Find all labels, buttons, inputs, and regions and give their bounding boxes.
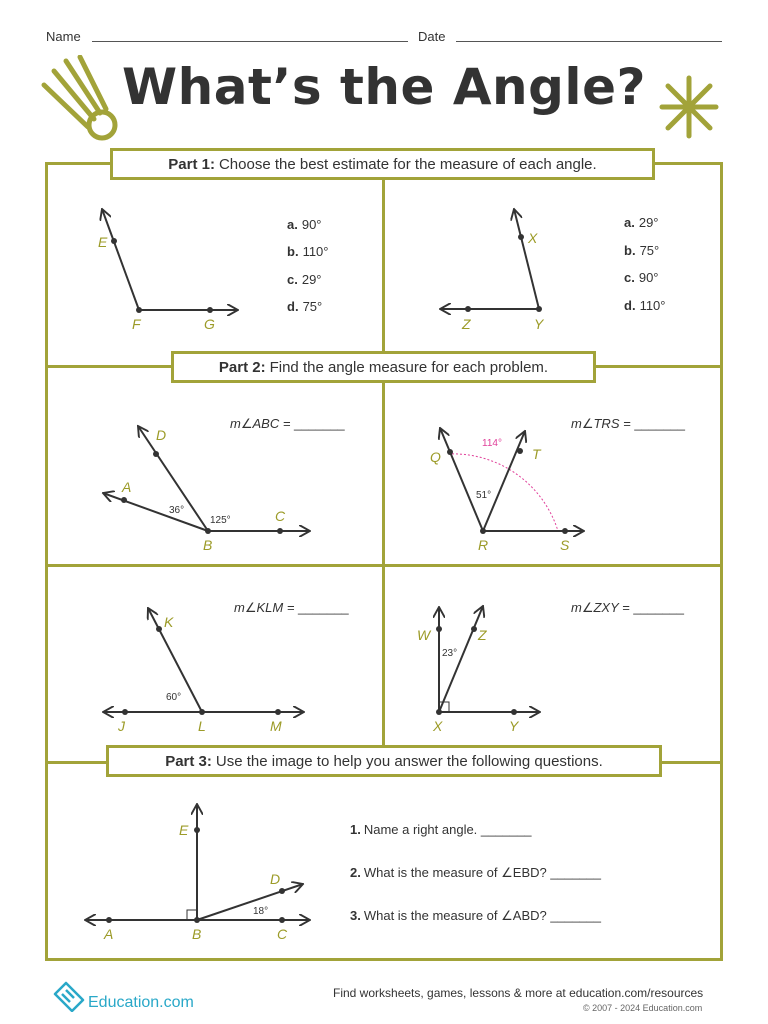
angle-label: 125° (210, 515, 231, 526)
point-label: A (104, 926, 114, 942)
answer-blank[interactable]: _______ (294, 416, 345, 431)
divider (382, 162, 385, 764)
point-label: K (164, 614, 174, 630)
point-label: C (277, 926, 288, 942)
copyright-text: © 2007 - 2024 Education.com (583, 1003, 703, 1013)
education-logo-text[interactable]: Education.com (88, 994, 194, 1011)
angle-xyz-diagram (386, 190, 716, 360)
date-label: Date (418, 29, 446, 44)
part1-instructions: Choose the best estimate for the measure of each angle. (218, 155, 597, 173)
point-label: T (532, 446, 541, 462)
point-label: B (192, 926, 202, 942)
point-label: W (417, 627, 431, 643)
part3-instructions: Use the image to help you answer the following questions. (215, 752, 603, 770)
part2-label: Part 2: (218, 358, 266, 376)
angle-label: 23° (442, 648, 458, 659)
question-item: 3. What is the measure of ∠ABD? _______ (350, 908, 601, 923)
problem-prompt: m∠KLM = _______ (234, 600, 349, 615)
point-label: F (132, 316, 141, 332)
problem-prompt: m∠ABC = _______ (230, 416, 345, 431)
angle-label: 36° (169, 505, 185, 516)
point-label: X (528, 230, 538, 246)
choice-item[interactable]: b. 75° (624, 243, 660, 258)
answer-blank[interactable]: _______ (634, 416, 685, 431)
name-field-line[interactable] (92, 41, 408, 42)
angle-efg-diagram (48, 190, 378, 360)
part1-label: Part 1: (168, 155, 215, 173)
point-label: R (478, 537, 489, 553)
choice-item[interactable]: a. 90° (287, 217, 322, 232)
answer-blank[interactable]: _______ (480, 822, 532, 837)
point-label: B (203, 537, 213, 553)
point-label: X (433, 718, 443, 734)
choice-item[interactable]: d. 75° (287, 299, 323, 314)
angle-label: 114° (482, 438, 502, 449)
answer-blank[interactable]: _______ (633, 600, 684, 615)
angle-trs-diagram (386, 385, 718, 560)
part3-angle-diagram (60, 790, 340, 955)
answer-blank[interactable]: _______ (298, 600, 349, 615)
choice-item[interactable]: d. 110° (624, 298, 666, 313)
choice-item[interactable]: b. 110° (287, 244, 329, 259)
point-label: C (275, 508, 286, 524)
point-label: Y (509, 718, 519, 734)
point-label: D (270, 871, 281, 887)
part1-banner (110, 148, 655, 180)
point-label: D (156, 427, 167, 443)
question-item: 2. What is the measure of ∠EBD? _______ (350, 865, 601, 880)
part2-instructions: Find the angle measure for each problem. (269, 358, 549, 376)
angle-label: 60° (166, 692, 182, 703)
question-item: 1. Name a right angle. _______ (350, 822, 532, 837)
point-label: J (118, 718, 125, 734)
point-label: M (270, 718, 282, 734)
point-label: Q (430, 449, 441, 465)
point-label: S (560, 537, 570, 553)
name-label: Name (46, 29, 81, 44)
page-title: What’s the Angle? (121, 58, 646, 116)
angle-abc-diagram (48, 385, 380, 560)
point-label: E (98, 234, 108, 250)
point-label: G (204, 316, 215, 332)
part3-label: Part 3: (165, 752, 212, 770)
answer-blank[interactable]: _______ (550, 908, 601, 923)
point-label: E (179, 822, 189, 838)
answer-blank[interactable]: _______ (550, 865, 601, 880)
point-label: A (122, 479, 132, 495)
choice-item[interactable]: a. 29° (624, 215, 659, 230)
point-label: L (198, 718, 206, 734)
angle-label: 51° (476, 490, 492, 501)
choice-item[interactable]: c. 90° (624, 270, 659, 285)
point-label: Z (462, 316, 471, 332)
point-label: Y (534, 316, 544, 332)
education-logo-icon (52, 980, 86, 1012)
angle-label: 18° (253, 906, 269, 917)
problem-prompt: m∠TRS = _______ (571, 416, 685, 431)
date-field-line[interactable] (456, 41, 722, 42)
choice-item[interactable]: c. 29° (287, 272, 322, 287)
footer-tagline[interactable]: Find worksheets, games, lessons & more at education.com/resources (333, 986, 704, 1000)
problem-prompt: m∠ZXY = _______ (571, 600, 684, 615)
point-label: Z (478, 627, 487, 643)
